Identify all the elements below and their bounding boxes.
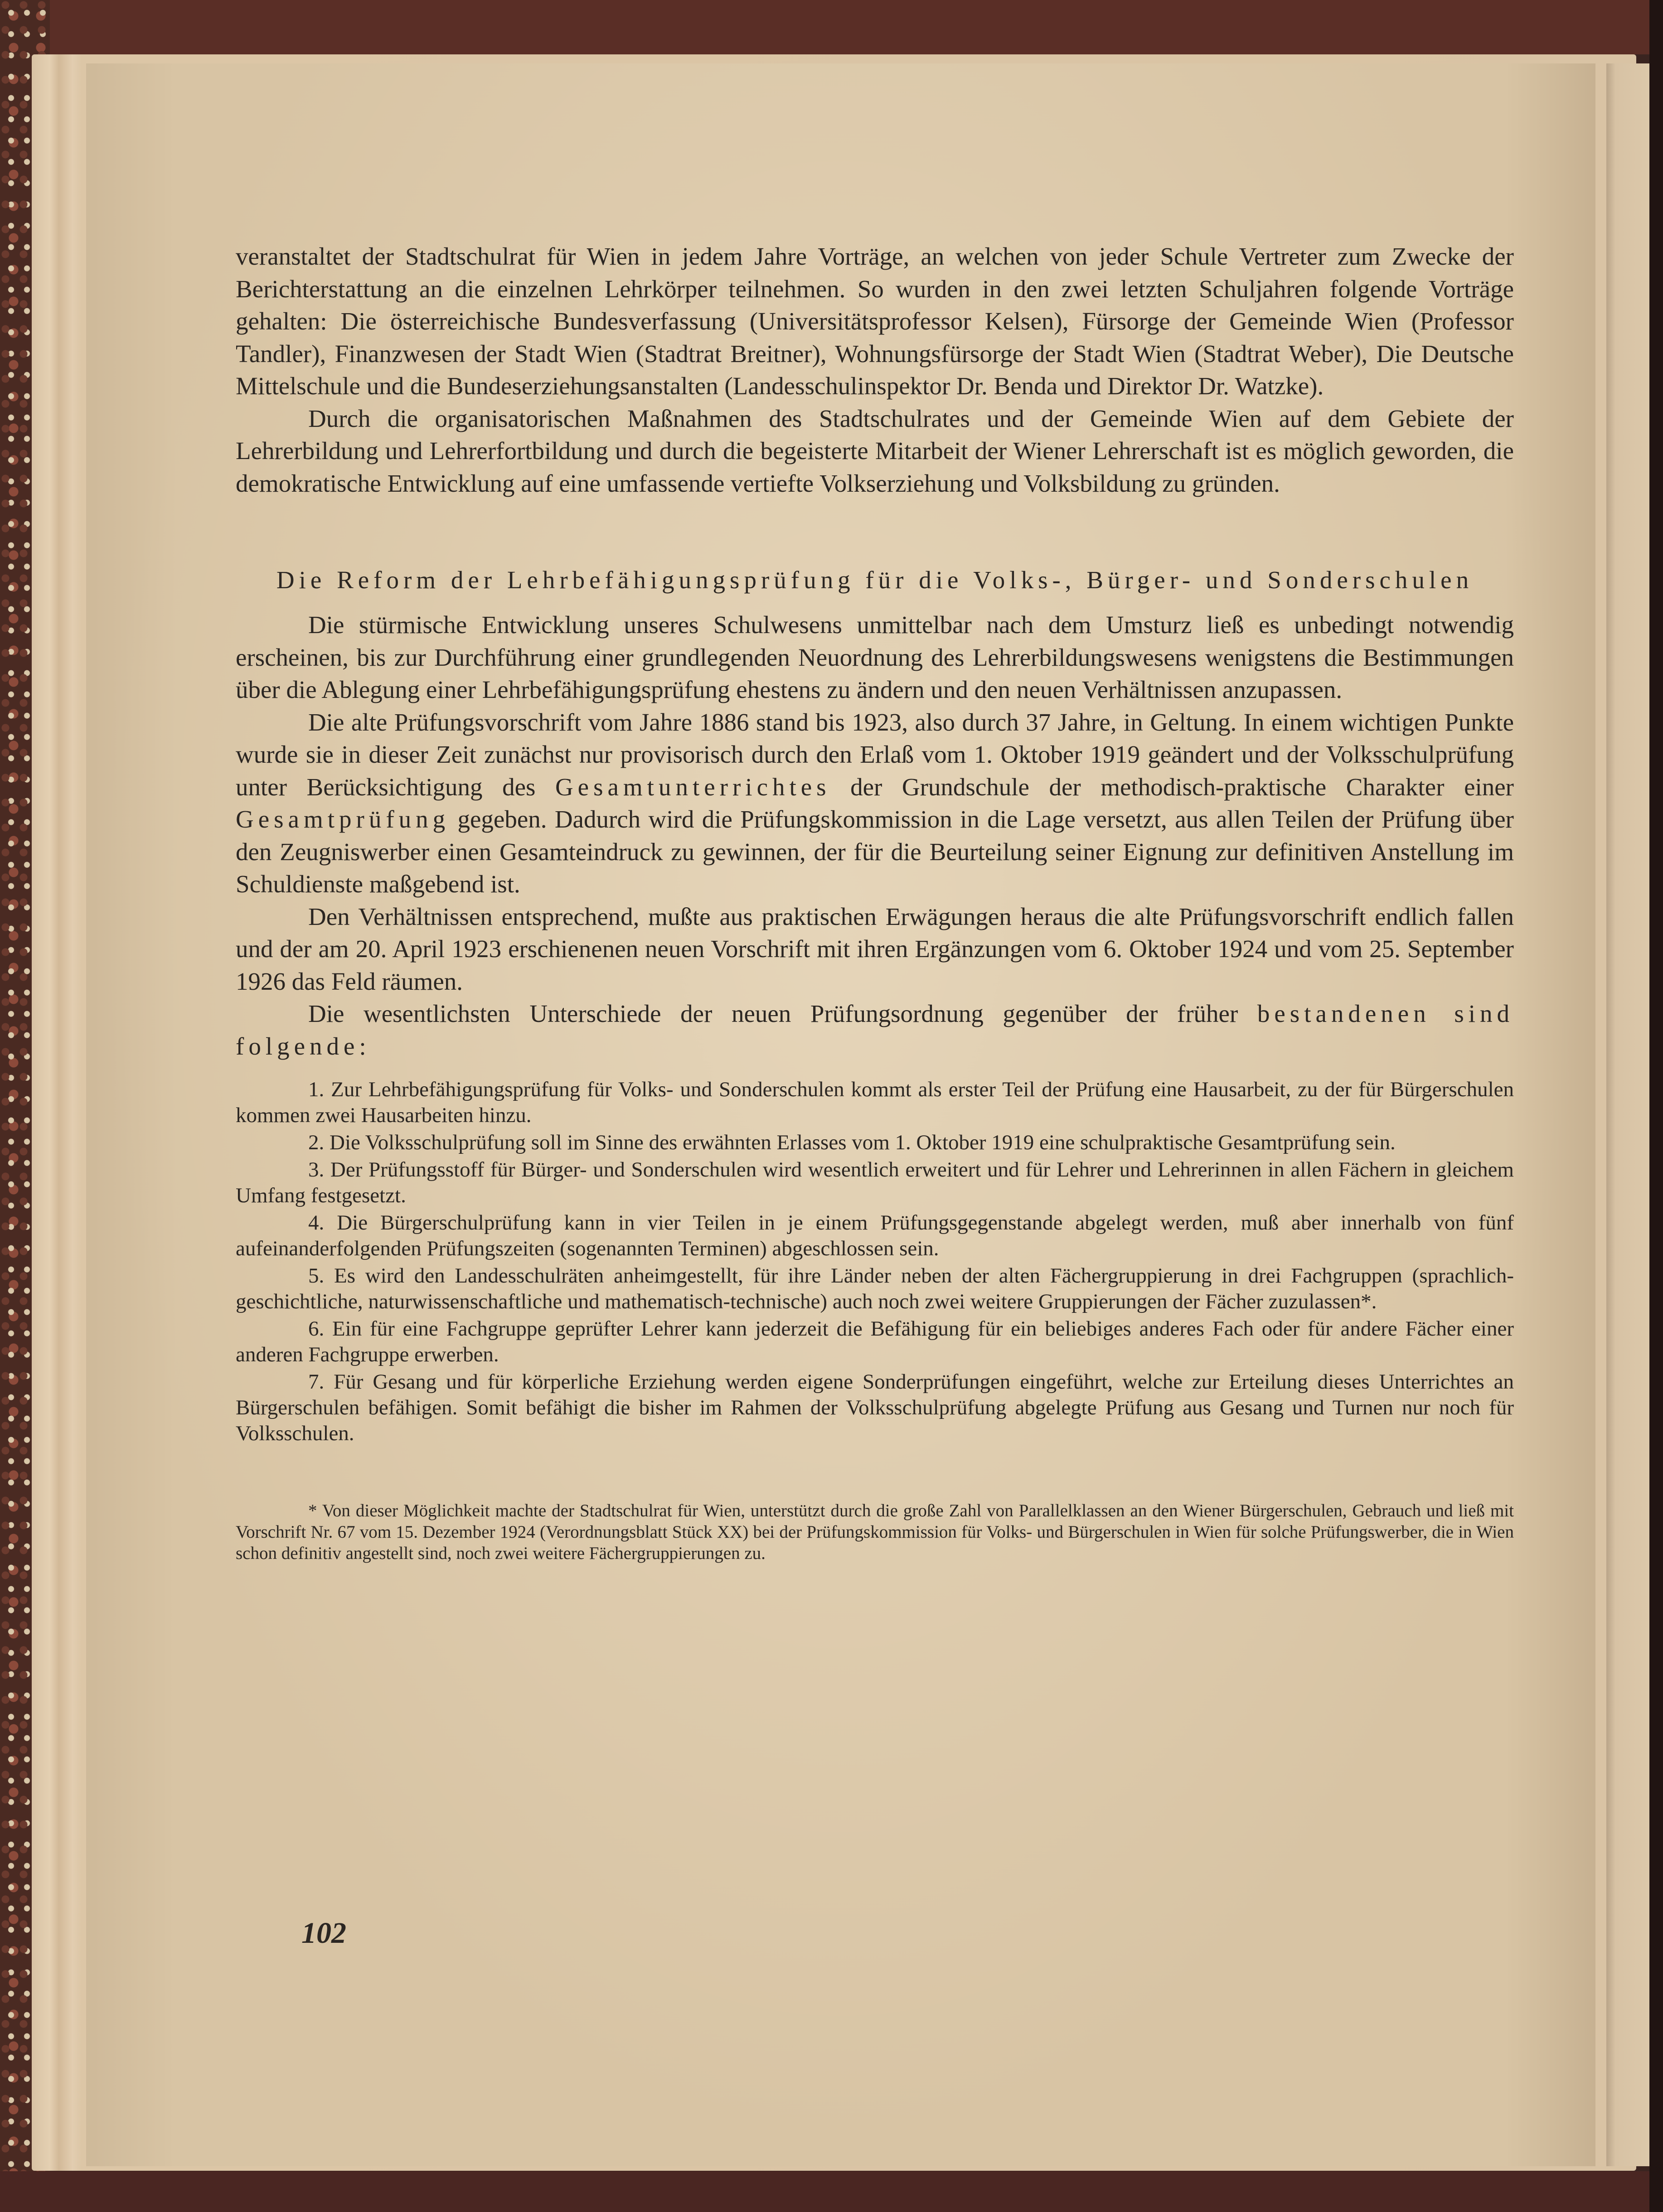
intro-paragraph-1: veranstaltet der Stadtschulrat für Wien in jedem Jahre Vorträge, an welchen von jeder Schule Vertreter zum Zwecke der Berichterstattung an die einzelnen Lehrkörper teilnehmen. So wurden in den zwei letzten Schuljahren folgende Vorträge gehalten: Die österreichische Bundesverfassung (Universitätsprofessor Kelsen), Fürsorge der Gemeinde Wien (Professor Tandler), Finanzwesen der Stadt Wien (Stadtrat Breitner), Wohnungsfürsorge der Stadt Wien (Stadtrat Weber), Die Deutsche Mittelschule und die Bundeserziehungsanstalten (Landesschulinspektor Dr. Benda und Direktor Dr. Watzke). bbox=[236, 242, 1514, 400]
intro-paragraph-2: Durch die organisatorischen Maßnahmen des Stadtschulrates und der Gemeinde Wien auf dem Gebiete der Lehrerbildung und Lehrerfortbildung und durch die begeisterte Mitarbeit der Wiener Lehrerschaft ist es möglich geworden, die demokratische Entwicklung auf eine umfassende vertiefte Volkserziehung und Volksbildung zu gründen. bbox=[236, 404, 1514, 497]
paragraph-2-emphasis-a: Gesamtunterrichtes bbox=[555, 773, 831, 801]
section-heading: Die Reform der Lehrbefähigungsprüfung für die Volks-, Bürger- und Sonderschulen bbox=[276, 566, 1474, 594]
footnote: * Von dieser Möglichkeit machte der Stadtschulrat für Wien, unterstützt durch die große Zahl von Parallelklassen an den Wiener Bürgerschulen, Gebrauch und ließ mit Vorschrift Nr. 67 vom 15. Dezember 1924 (Verordnungsblatt Stück XX) bei der Prüfungskommission für Volks- und Bürgerschulen in Wien für solche Prüfungswerber, die in Wien schon definitiv angestellt sind, noch zwei weitere Fächergruppierungen zu. bbox=[236, 1501, 1514, 1563]
paragraph-4-emphasis: bestandenen sind folgende: bbox=[236, 1000, 1514, 1060]
paragraph-2 bbox=[236, 706, 1514, 900]
paragraph-2-text-c: gegeben. Dadurch wird die Prüfungskommission in die Lage versetzt, aus allen Teilen der Prüfung über den Zeugniswerber einen Gesamteindruck zu gewinnen, der für die Beurteilung seiner Eignung zur definitiven Anstellung im Schuldienste maßgebend ist. bbox=[236, 805, 1514, 898]
list-item: 4. Die Bürgerschulprüfung kann in vier Teilen in je einem Prüfungsgegenstande abgelegt werden, muß aber innerhalb von fünf aufeinanderfolgenden Prüfungszeiten (sogenannten Terminen) abgeschlossen sein. bbox=[236, 1211, 1514, 1260]
book-cover-right bbox=[1649, 0, 1663, 2212]
paragraph-2-text-b: der Grundschule der methodisch-praktische Charakter einer bbox=[830, 773, 1514, 801]
list-item: 2. Die Volksschulprüfung soll im Sinne des erwähnten Erlasses vom 1. Oktober 1919 eine schulpraktische Gesamtprüfung sein. bbox=[308, 1131, 1396, 1154]
differences-list bbox=[236, 1077, 1514, 1447]
page-content bbox=[236, 240, 1514, 1564]
list-item: 3. Der Prüfungsstoff für Bürger- und Sonderschulen wird wesentlich erweitert und für Lehrer und Lehrerinnen in allen Fächern in gleichem Umfang festgesetzt. bbox=[236, 1158, 1514, 1207]
paragraph-4 bbox=[236, 997, 1514, 1062]
list-item: 5. Es wird den Landesschulräten anheimgestellt, für ihre Länder neben der alten Fächergruppierung in drei Fachgruppen (sprachlich-geschichtliche, naturwissenschaftliche und mathematisch-technische) auch noch zwei weitere Gruppierungen der Fächer zuzulassen*. bbox=[236, 1264, 1514, 1313]
page-number: 102 bbox=[301, 1917, 346, 1950]
paragraph-4-text: Die wesentlichsten Unterschiede der neuen Prüfungsordnung gegenüber der früher bbox=[308, 1000, 1257, 1027]
paragraph-2-text-a: Die alte Prüfungsvorschrift vom Jahre 1886 stand bis 1923, also durch 37 Jahre, in Geltung. In einem wichtigen Punkte wurde sie in dieser Zeit zunächst nur provisorisch durch den Erlaß vom 1. Oktober 1919 geändert und der Volksschulprüfung unter Berücksichtigung des bbox=[236, 708, 1514, 801]
list-item: 1. Zur Lehrbefähigungsprüfung für Volks- und Sonderschulen kommt als erster Teil der Prüfung eine Hausarbeit, zu der für Bürgerschulen kommen zwei Hausarbeiten hinzu. bbox=[236, 1078, 1514, 1127]
book-cover-top bbox=[0, 0, 1663, 54]
list-item: 7. Für Gesang und für körperliche Erziehung werden eigene Sonderprüfungen eingeführt, welche zur Erteilung dieses Unterrichtes an Bürgerschulen befähigen. Somit befähigt die bisher im Rahmen der Volksschulprüfung abgelegte Prüfung aus Gesang und Turnen nur noch für Volksschulen. bbox=[236, 1370, 1514, 1445]
paragraph-1: Die stürmische Entwicklung unseres Schulwesens unmittelbar nach dem Umsturz ließ es unbedingt notwendig erscheinen, bis zur Durchführung einer grundlegenden Neuordnung des Lehrerbildungswesens wenigstens die Bestimmungen über die Ablegung einer Lehrbefähigungsprüfung ehestens zu ändern und den neuen Verhältnissen anzupassen. bbox=[236, 611, 1514, 703]
facing-page-edge bbox=[1606, 63, 1649, 2166]
paragraph-3: Den Verhältnissen entsprechend, mußte aus praktischen Erwägungen heraus die alte Prüfungsvorschrift endlich fallen und der am 20. April 1923 erschienenen neuen Vorschrift mit ihren Ergänzungen vom 6. Oktober 1924 und vom 25. September 1926 das Feld räumen. bbox=[236, 902, 1514, 995]
paragraph-2-emphasis-b: Gesamtprüfung bbox=[236, 805, 450, 833]
book-cover-bottom bbox=[0, 2171, 1663, 2212]
list-item: 6. Ein für eine Fachgruppe geprüfter Lehrer kann jederzeit die Befähigung für ein beliebiges anderes Fach oder für andere Fächer einer anderen Fachgruppe erwerben. bbox=[236, 1317, 1514, 1366]
